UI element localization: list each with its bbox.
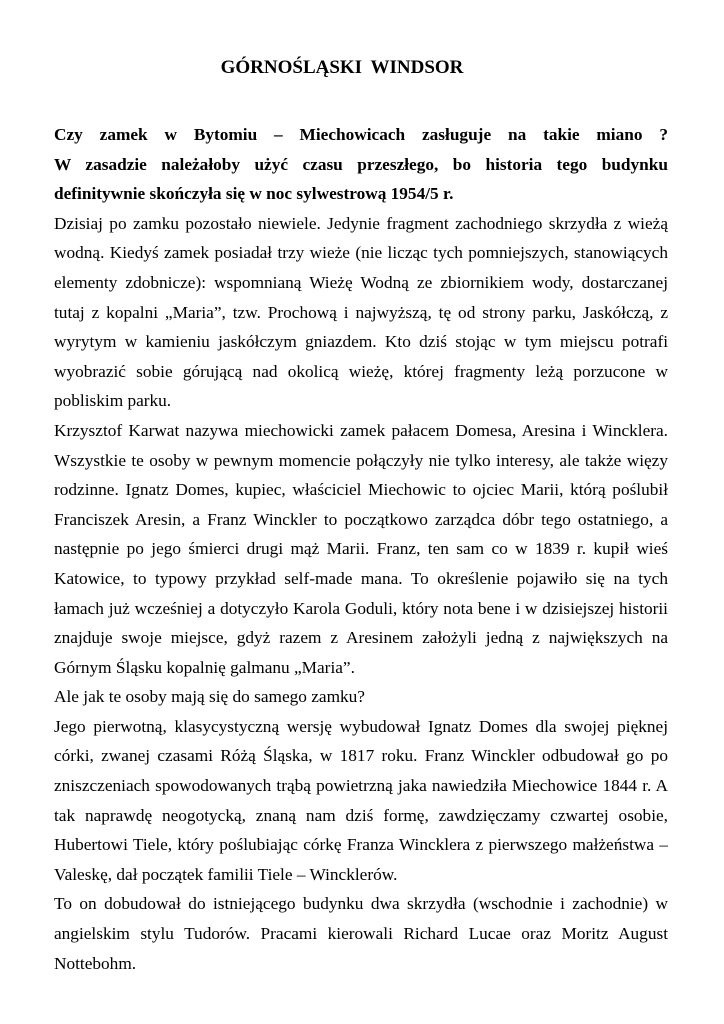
body-line: wodną. Kiedyś zamek posiadał trzy wieże (nie licząc tych pomniejszych, stanowiących (54, 243, 668, 263)
body-line: Dzisiaj po zamku pozostało niewiele. Jedynie fragment zachodniego skrzydła z wieżą (54, 213, 668, 233)
body-line: Wszystkie te osoby w pewnym momencie połączyły nie tylko interesy, ale także więzy (54, 450, 668, 470)
body-line: Ale jak te osoby mają się do samego zamku? (54, 687, 365, 707)
body-line: pobliskim parku. (54, 391, 172, 411)
body-line: zniszczeniach spowodowanych trąbą powietrzną jaka nawiedziła Miechowice 1844 r. A (54, 776, 668, 796)
body-line: wyrytym w kamieniu jaskółczym gniazdem. Kto dziś stojąc w tym miejscu potrafi (54, 332, 668, 352)
body-line: wyobrazić sobie górującą nad okolicą wieżę, której fragmenty leżą porzucone w (54, 361, 668, 381)
body-line: elementy zdobnicze): wspomnianą Wieżę Wodną ze zbiornikiem wody, dostarczanej (54, 272, 668, 292)
document-title: GÓRNOŚLĄSKI WINDSOR (220, 57, 464, 78)
body-line: Nottebohm. (54, 953, 137, 973)
body-line: Górnym Śląsku kopalnię galmanu „Maria”. (54, 657, 355, 677)
lead-line: W zasadzie należałoby użyć czasu przeszłego, bo historia tego budynku (54, 154, 668, 174)
body-line: Hubertowi Tiele, który poślubiając córkę Franza Wincklera z pierwszego małżeństwa – (54, 835, 668, 855)
body-line: następnie po jego śmierci drugi mąż Marii. Franz, ten sam co w 1839 r. kupił wieś (54, 539, 668, 559)
body-line: znajduje swoje miejsce, gdyż razem z Aresinem założyli jedną z największych na (54, 628, 668, 648)
body-line: Franciszek Aresin, a Franz Winckler to początkowo zarządca dóbr tego ostatniego, a (54, 509, 668, 529)
body-line: Jego pierwotną, klasycystyczną wersję wybudował Ignatz Domes dla swojej pięknej (54, 716, 668, 736)
body-line: tutaj z kopalni „Maria”, tzw. Prochową i najwyższą, tę od strony parku, Jaskółczą, z (54, 302, 668, 322)
body-line: Krzysztof Karwat nazywa miechowicki zamek pałacem Domesa, Aresina i Wincklera. (54, 420, 668, 440)
lead-line: definitywnie skończyła się w noc sylwestrową 1954/5 r. (54, 184, 454, 204)
body-line: córki, zwanej czasami Różą Śląska, w 1817 roku. Franz Winckler odbudował go po (54, 746, 668, 766)
body-line: rodzinne. Ignatz Domes, kupiec, właściciel Miechowic to ojciec Marii, którą poślubił (54, 480, 668, 500)
lead-line: Czy zamek w Bytomiu – Miechowicach zasługuje na takie miano ? (54, 125, 668, 144)
body-line: tak naprawdę neogotycką, znaną nam dziś formę, zawdzięczamy czwartej osobie, (54, 805, 668, 825)
body-line: Katowice, to typowy przykład self-made mana. To określenie pojawiło się na tych (54, 568, 668, 588)
body-line: Valeskę, dał początek familii Tiele – Wincklerów. (54, 864, 398, 884)
body-line: To on dobudował do istniejącego budynku dwa skrzydła (wschodnie i zachodnie) w (54, 894, 668, 914)
document-body (54, 120, 668, 978)
body-line: łamach już wcześniej a dotyczyło Karola Goduli, który nota bene i w dzisiejszej historii (54, 598, 668, 618)
body-line: angielskim stylu Tudorów. Pracami kierowali Richard Lucae oraz Moritz August (54, 924, 668, 944)
